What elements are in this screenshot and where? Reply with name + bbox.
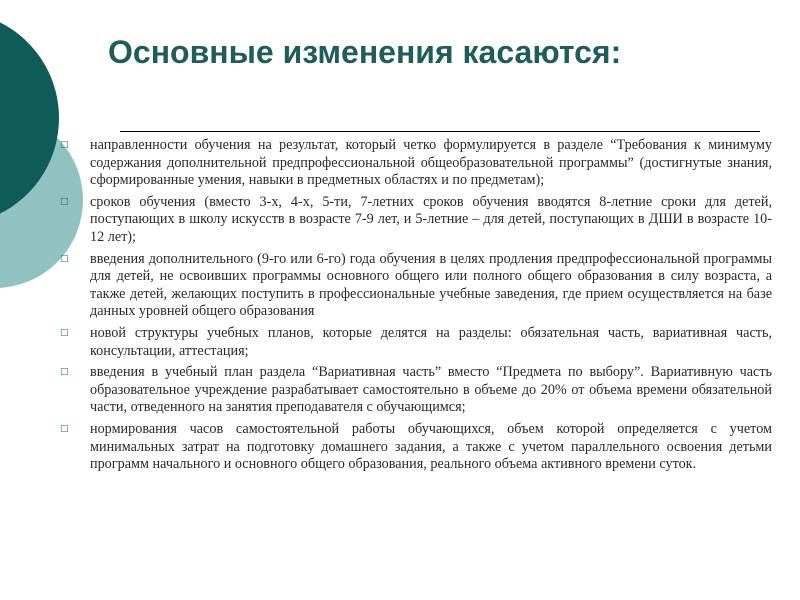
bullet-item [60,325,772,360]
bullet-item [60,364,772,417]
bullet-text: сроков обучения (вместо 3-х, 4-х, 5-ти, 7-летних сроков обучения вводятся 8-летние сроки для детей, поступающих в школу искусств в возрасте 7-9 лет, и 5-летние – для детей, поступающих в ДШИ в возрасте 10-12 лет); [90,193,772,245]
check-box-icon: □ [60,140,69,150]
bullet-list [60,137,772,478]
check-box-icon: □ [60,327,69,338]
check-box-icon: □ [60,196,69,207]
slide-title: Основные изменения касаются: [108,34,622,70]
bullet-item [60,421,772,474]
bullet-item [60,137,772,190]
check-box-icon: □ [60,423,69,434]
bullet-item [60,251,772,321]
check-box-icon: □ [60,253,69,264]
bullet-text: новой структуры учебных планов, которые делятся на разделы: обязательная часть, вариативная часть, консультации, аттестация; [90,324,772,359]
bullet-item [60,194,772,247]
bullet-text: введения в учебный план раздела “Вариативная часть” вместо “Предмета по выбору”. Вариативную часть образовательное учреждение разрабатывает самостоятельно в объеме до 20% от объема времени обязательной части, отведенного на занятия преподавателя с обучающимся; [90,364,772,416]
title-divider [120,131,760,132]
bullet-text: направленности обучения на результат, который четко формулируется в разделе “Требования к минимуму содержания дополнительной предпрофессиональной общеобразовательной программы” (достигнутые знания, сформированные умения, навыки в предметных областях и по предметам); [90,137,772,189]
check-box-icon: □ [60,367,69,378]
bullet-text: введения дополнительного (9-го или 6-го) года обучения в целях продления предпрофессиональной программы для детей, не освоивших программы основного общего или полного общего образования в силу возраста, а также детей, желающих поступить в профессиональные учебные заведения, где прием осуществляется на базе данных уровней общего образования [90,250,772,320]
bullet-text: нормирования часов самостоятельной работы обучающихся, объем которой определяется с учетом минимальных затрат на подготовку домашнего задания, а также с учетом параллельного освоения детьми программ начального и основного общего образования, реального объема активного времени суток. [90,420,772,473]
